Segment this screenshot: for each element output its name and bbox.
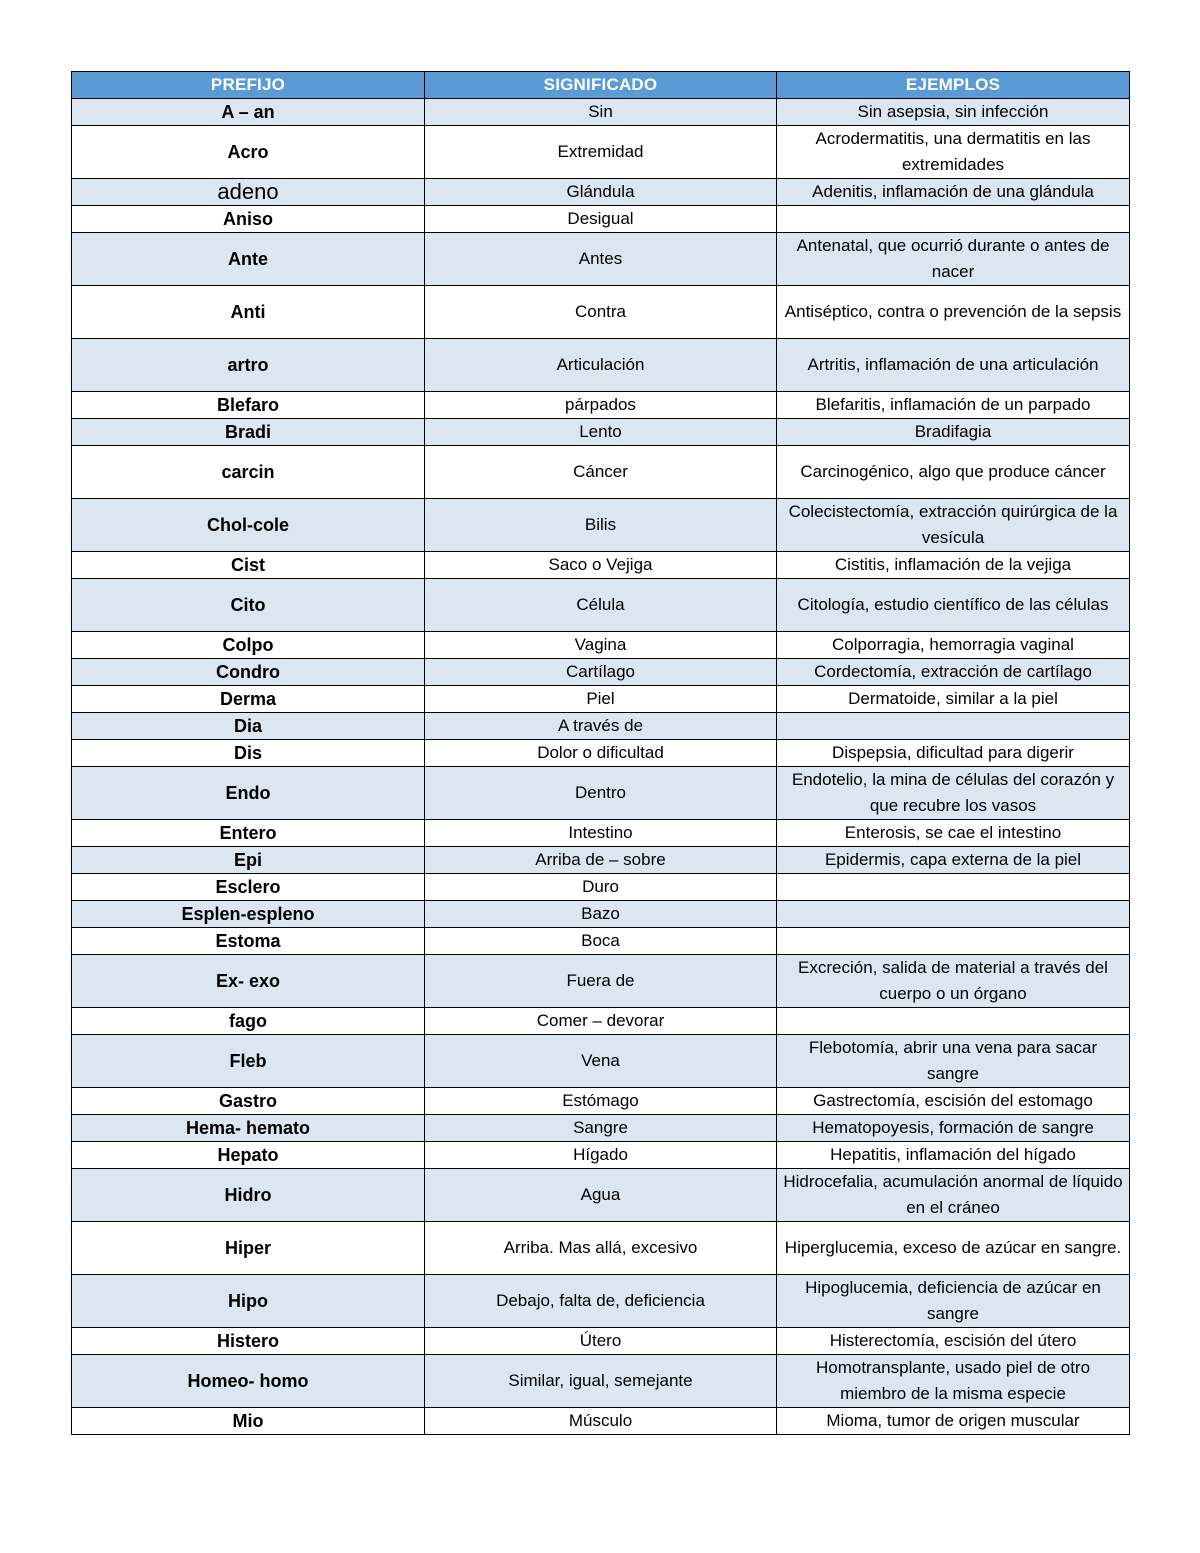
prefix-cell: artro: [72, 339, 425, 392]
table-row: [72, 1142, 1130, 1169]
prefix-cell: Histero: [72, 1328, 425, 1355]
meaning-cell: Dolor o dificultad: [425, 740, 777, 767]
example-cell: Bradifagia: [777, 419, 1130, 446]
example-cell: Citología, estudio científico de las células: [777, 579, 1130, 632]
prefix-cell: Acro: [72, 126, 425, 179]
table-row: [72, 233, 1130, 286]
example-cell: [777, 713, 1130, 740]
example-cell: [777, 928, 1130, 955]
meaning-cell: Arriba. Mas allá, excesivo: [425, 1222, 777, 1275]
example-cell: Epidermis, capa externa de la piel: [777, 847, 1130, 874]
prefix-cell: Aniso: [72, 206, 425, 233]
header-significado: SIGNIFICADO: [425, 72, 777, 99]
prefix-cell: Cist: [72, 552, 425, 579]
header-prefijo: PREFIJO: [72, 72, 425, 99]
meaning-cell: Articulación: [425, 339, 777, 392]
meaning-cell: Célula: [425, 579, 777, 632]
meaning-cell: Agua: [425, 1169, 777, 1222]
example-cell: [777, 874, 1130, 901]
prefix-cell: Cito: [72, 579, 425, 632]
meaning-cell: Dentro: [425, 767, 777, 820]
prefix-cell: Fleb: [72, 1035, 425, 1088]
prefix-cell: Blefaro: [72, 392, 425, 419]
table-row: [72, 339, 1130, 392]
example-cell: Histerectomía, escisión del útero: [777, 1328, 1130, 1355]
example-cell: Mioma, tumor de origen muscular: [777, 1408, 1130, 1435]
prefix-cell: Estoma: [72, 928, 425, 955]
example-cell: Hipoglucemia, deficiencia de azúcar en sangre: [777, 1275, 1130, 1328]
prefix-cell: Hipo: [72, 1275, 425, 1328]
meaning-cell: Extremidad: [425, 126, 777, 179]
table-row: [72, 955, 1130, 1008]
table-row: [72, 126, 1130, 179]
prefix-cell: adeno: [72, 179, 425, 206]
prefix-cell: Esclero: [72, 874, 425, 901]
table-row: [72, 1355, 1130, 1408]
table-row: [72, 767, 1130, 820]
prefix-cell: Homeo- homo: [72, 1355, 425, 1408]
example-cell: Hepatitis, inflamación del hígado: [777, 1142, 1130, 1169]
table-row: [72, 713, 1130, 740]
meaning-cell: Hígado: [425, 1142, 777, 1169]
example-cell: [777, 901, 1130, 928]
meaning-cell: Fuera de: [425, 955, 777, 1008]
table-row: [72, 419, 1130, 446]
meaning-cell: Saco o Vejiga: [425, 552, 777, 579]
prefix-cell: Epi: [72, 847, 425, 874]
example-cell: [777, 206, 1130, 233]
prefix-cell: Colpo: [72, 632, 425, 659]
meaning-cell: Músculo: [425, 1408, 777, 1435]
example-cell: Dispepsia, dificultad para digerir: [777, 740, 1130, 767]
table-row: [72, 1275, 1130, 1328]
table-row: [72, 206, 1130, 233]
example-cell: Flebotomía, abrir una vena para sacar sangre: [777, 1035, 1130, 1088]
prefix-cell: A – an: [72, 99, 425, 126]
prefix-cell: Hema- hemato: [72, 1115, 425, 1142]
meaning-cell: Intestino: [425, 820, 777, 847]
table-row: [72, 1035, 1130, 1088]
example-cell: Sin asepsia, sin infección: [777, 99, 1130, 126]
table-row: [72, 820, 1130, 847]
prefix-cell: Entero: [72, 820, 425, 847]
prefix-cell: Condro: [72, 659, 425, 686]
example-cell: Artritis, inflamación de una articulación: [777, 339, 1130, 392]
example-cell: Gastrectomía, escisión del estomago: [777, 1088, 1130, 1115]
prefix-cell: Ex- exo: [72, 955, 425, 1008]
example-cell: [777, 1008, 1130, 1035]
meaning-cell: Arriba de – sobre: [425, 847, 777, 874]
example-cell: Hidrocefalia, acumulación anormal de líquido en el cráneo: [777, 1169, 1130, 1222]
meaning-cell: Vagina: [425, 632, 777, 659]
table-row: [72, 1328, 1130, 1355]
meaning-cell: Boca: [425, 928, 777, 955]
table-row: [72, 1115, 1130, 1142]
prefix-cell: Dia: [72, 713, 425, 740]
example-cell: Dermatoide, similar a la piel: [777, 686, 1130, 713]
table-row: [72, 847, 1130, 874]
table-row: [72, 632, 1130, 659]
example-cell: Cordectomía, extracción de cartílago: [777, 659, 1130, 686]
example-cell: Antenatal, que ocurrió durante o antes de nacer: [777, 233, 1130, 286]
prefix-cell: Hidro: [72, 1169, 425, 1222]
table-row: [72, 286, 1130, 339]
prefix-cell: Ante: [72, 233, 425, 286]
meaning-cell: Antes: [425, 233, 777, 286]
prefix-cell: Hepato: [72, 1142, 425, 1169]
table-row: [72, 392, 1130, 419]
meaning-cell: Similar, igual, semejante: [425, 1355, 777, 1408]
example-cell: Acrodermatitis, una dermatitis en las extremidades: [777, 126, 1130, 179]
table-row: [72, 874, 1130, 901]
prefix-cell: Esplen-espleno: [72, 901, 425, 928]
prefix-cell: Mio: [72, 1408, 425, 1435]
example-cell: Excreción, salida de material a través del cuerpo o un órgano: [777, 955, 1130, 1008]
prefix-cell: Bradi: [72, 419, 425, 446]
table-row: [72, 1408, 1130, 1435]
example-cell: Hematopoyesis, formación de sangre: [777, 1115, 1130, 1142]
meaning-cell: A través de: [425, 713, 777, 740]
header-row: [72, 72, 1130, 99]
example-cell: Hiperglucemia, exceso de azúcar en sangre.: [777, 1222, 1130, 1275]
header-ejemplos: EJEMPLOS: [777, 72, 1130, 99]
table-header: [72, 72, 1130, 99]
table-row: [72, 901, 1130, 928]
meaning-cell: Vena: [425, 1035, 777, 1088]
table-body: [72, 99, 1130, 1435]
prefix-cell: Anti: [72, 286, 425, 339]
example-cell: Carcinogénico, algo que produce cáncer: [777, 446, 1130, 499]
meaning-cell: párpados: [425, 392, 777, 419]
example-cell: Colporragia, hemorragia vaginal: [777, 632, 1130, 659]
meaning-cell: Contra: [425, 286, 777, 339]
table-row: [72, 1222, 1130, 1275]
example-cell: Antiséptico, contra o prevención de la sepsis: [777, 286, 1130, 339]
prefix-cell: Endo: [72, 767, 425, 820]
table-row: [72, 579, 1130, 632]
meaning-cell: Bazo: [425, 901, 777, 928]
meaning-cell: Duro: [425, 874, 777, 901]
table-row: [72, 686, 1130, 713]
meaning-cell: Debajo, falta de, deficiencia: [425, 1275, 777, 1328]
table-row: [72, 446, 1130, 499]
example-cell: Blefaritis, inflamación de un parpado: [777, 392, 1130, 419]
table-row: [72, 1088, 1130, 1115]
meaning-cell: Sangre: [425, 1115, 777, 1142]
table-row: [72, 499, 1130, 552]
meaning-cell: Desigual: [425, 206, 777, 233]
prefix-cell: Dis: [72, 740, 425, 767]
example-cell: Cistitis, inflamación de la vejiga: [777, 552, 1130, 579]
prefix-cell: fago: [72, 1008, 425, 1035]
meaning-cell: Bilis: [425, 499, 777, 552]
prefix-cell: Chol-cole: [72, 499, 425, 552]
meaning-cell: Lento: [425, 419, 777, 446]
table-row: [72, 740, 1130, 767]
meaning-cell: Comer – devorar: [425, 1008, 777, 1035]
table-row: [72, 928, 1130, 955]
prefix-cell: carcin: [72, 446, 425, 499]
prefix-table: [71, 71, 1130, 1435]
table-row: [72, 552, 1130, 579]
prefix-cell: Derma: [72, 686, 425, 713]
table-row: [72, 99, 1130, 126]
example-cell: Homotransplante, usado piel de otro miembro de la misma especie: [777, 1355, 1130, 1408]
prefix-cell: Gastro: [72, 1088, 425, 1115]
example-cell: Colecistectomía, extracción quirúrgica de la vesícula: [777, 499, 1130, 552]
example-cell: Endotelio, la mina de células del corazón y que recubre los vasos: [777, 767, 1130, 820]
meaning-cell: Estómago: [425, 1088, 777, 1115]
meaning-cell: Cartílago: [425, 659, 777, 686]
meaning-cell: Glándula: [425, 179, 777, 206]
example-cell: Adenitis, inflamación de una glándula: [777, 179, 1130, 206]
table-row: [72, 659, 1130, 686]
prefix-cell: Hiper: [72, 1222, 425, 1275]
meaning-cell: Piel: [425, 686, 777, 713]
meaning-cell: Sin: [425, 99, 777, 126]
example-cell: Enterosis, se cae el intestino: [777, 820, 1130, 847]
table-row: [72, 179, 1130, 206]
table-row: [72, 1169, 1130, 1222]
table-row: [72, 1008, 1130, 1035]
meaning-cell: Útero: [425, 1328, 777, 1355]
meaning-cell: Cáncer: [425, 446, 777, 499]
